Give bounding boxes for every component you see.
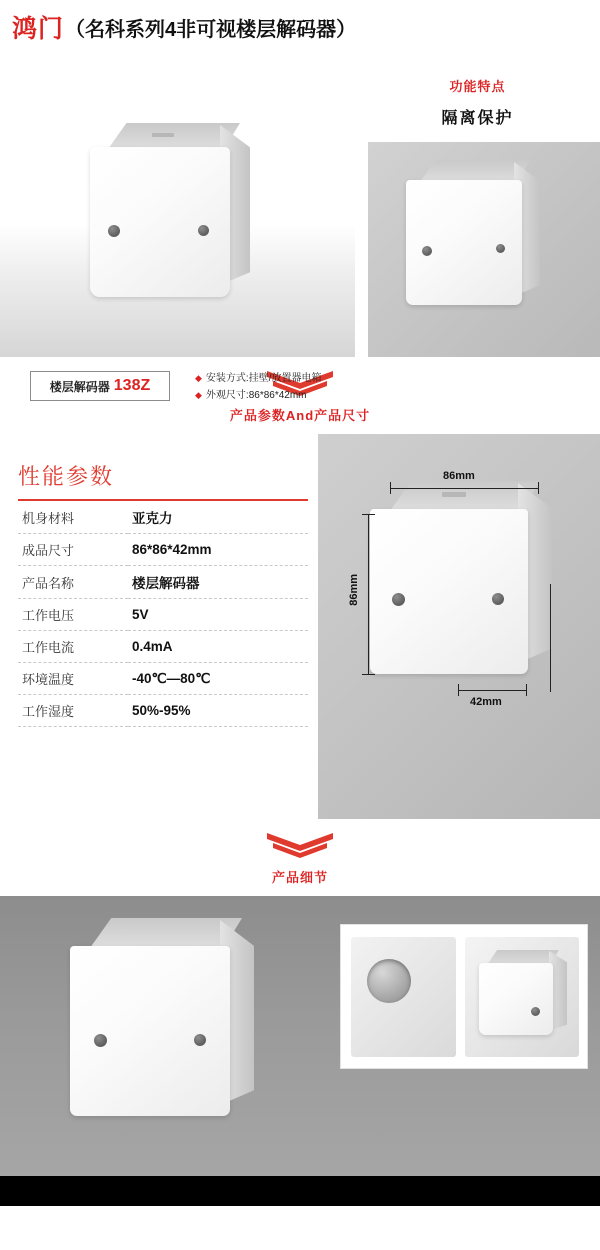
param-value: 楼层解码器	[128, 566, 308, 599]
product-front-face	[479, 963, 553, 1035]
hero-main-photo	[0, 62, 355, 357]
dimension-tick-depth-left	[458, 684, 459, 696]
param-key: 产品名称	[18, 566, 128, 599]
product-hole-right	[198, 225, 209, 236]
product-hole-left	[392, 593, 405, 606]
spec-bullet-text: 外观尺寸:86*86*42mm	[205, 390, 307, 401]
dimension-line-left	[368, 514, 369, 674]
parameters-table	[18, 499, 308, 727]
product-front-face	[370, 509, 528, 674]
table-row	[18, 500, 308, 534]
param-value: 亚克力	[128, 500, 308, 534]
product-code-label: 楼层解码器	[49, 379, 110, 394]
param-key: 机身材料	[18, 500, 128, 534]
product-hole-left	[94, 1034, 107, 1047]
hero-section	[0, 62, 600, 401]
feature-subtitle: 隔离保护	[441, 110, 514, 127]
closeup-hole-photo	[351, 937, 456, 1057]
param-value: 0.4mA	[128, 631, 308, 663]
chevron-down-icon	[267, 833, 333, 859]
dimension-height-label: 86mm	[348, 574, 360, 606]
product-hole-right	[496, 244, 505, 253]
product-front-face	[406, 180, 522, 305]
feature-photo	[368, 142, 600, 357]
parameters-title: 性能参数	[18, 464, 115, 489]
spec-row	[0, 366, 355, 412]
product-image-closeup	[479, 963, 559, 1035]
feature-text-block	[355, 62, 600, 128]
dimension-tick-left-bottom	[362, 674, 375, 675]
param-value: -40℃—80℃	[128, 663, 308, 695]
parameters-section	[0, 434, 600, 819]
product-top-face	[90, 918, 242, 948]
feature-title: 功能特点	[449, 79, 506, 94]
product-hole-right	[492, 593, 504, 605]
product-hole-left	[422, 246, 432, 256]
product-top-slot	[442, 492, 466, 497]
product-top-face	[420, 160, 530, 182]
dimension-tick-depth-right	[526, 684, 527, 696]
product-code-box	[30, 371, 170, 401]
product-front-face	[90, 147, 230, 297]
param-key: 工作电压	[18, 599, 128, 631]
dimension-line-side	[550, 584, 551, 692]
table-row	[18, 534, 308, 566]
divider-caption: 产品参数And产品尺寸	[229, 408, 371, 423]
dimension-tick-top-right	[538, 482, 539, 494]
product-image-dimensions	[370, 509, 540, 674]
dimension-photo	[318, 434, 600, 819]
product-front-face	[70, 946, 230, 1116]
product-hole-left	[108, 225, 120, 237]
param-key: 工作电流	[18, 631, 128, 663]
param-value: 50%-95%	[128, 695, 308, 727]
table-row	[18, 566, 308, 599]
product-image-detail	[70, 946, 245, 1116]
spec-bullet-text: 安装方式:挂壁/放置器电箱	[205, 373, 322, 384]
list-item	[195, 370, 321, 387]
dimension-tick-top-left	[390, 482, 391, 494]
param-value: 5V	[128, 599, 308, 631]
diamond-icon: ◆	[195, 373, 202, 383]
list-item	[195, 387, 321, 404]
footer-bar	[0, 1176, 600, 1206]
hero-feature-panel	[355, 62, 600, 357]
param-key: 成品尺寸	[18, 534, 128, 566]
closeup-hole-icon	[367, 959, 411, 1003]
parameters-table-block	[18, 460, 308, 727]
page-header	[0, 0, 600, 62]
product-code-value: 138Z	[113, 377, 151, 394]
dimension-width-label: 86mm	[443, 470, 475, 482]
dimension-line-depth	[458, 690, 526, 691]
divider-caption: 产品细节	[271, 870, 328, 885]
param-key: 工作湿度	[18, 695, 128, 727]
spec-bullet-list	[195, 370, 321, 404]
page-title: （名科系列4非可视楼层解码器）	[65, 19, 357, 41]
closeup-angle-photo	[465, 937, 579, 1057]
product-hole-right	[194, 1034, 206, 1046]
table-row	[18, 631, 308, 663]
param-value: 86*86*42mm	[128, 534, 308, 566]
product-image-main	[90, 147, 240, 297]
detail-closeup-card	[340, 924, 588, 1069]
dimension-tick-left-top	[362, 514, 375, 515]
product-image-feature	[406, 180, 531, 305]
dimension-depth-label: 42mm	[470, 696, 502, 708]
detail-section	[0, 896, 600, 1206]
brand-logo: 鸿门	[12, 15, 65, 43]
table-row	[18, 695, 308, 727]
diamond-icon: ◆	[195, 390, 202, 400]
product-hole-right	[531, 1007, 540, 1016]
table-row	[18, 663, 308, 695]
table-row	[18, 599, 308, 631]
section-divider-detail	[0, 819, 600, 896]
dimension-line-top	[390, 488, 538, 489]
param-key: 环境温度	[18, 663, 128, 695]
product-top-slot	[152, 133, 174, 137]
